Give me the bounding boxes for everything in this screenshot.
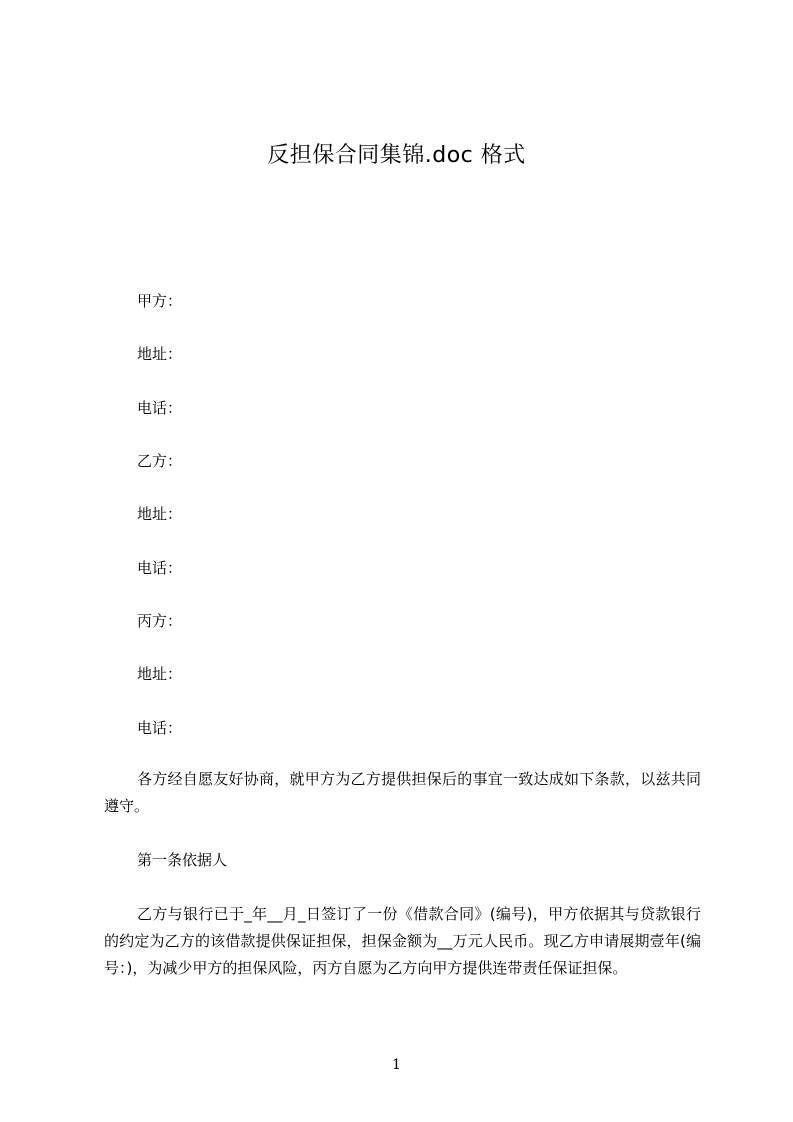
party-a-address-label: 地址： [137, 345, 183, 363]
intro-paragraph: 各方经自愿友好协商，就甲方为乙方提供担保后的事宜一致达成如下条款，以兹共同遵守。 [104, 770, 701, 815]
page-number: 1 [392, 1057, 401, 1073]
party-b-address-label: 地址： [137, 505, 183, 523]
party-c-phone-label: 电话： [137, 719, 183, 737]
document-title: 反担保合同集锦.doc 格式 [267, 143, 526, 168]
article-1-paragraph: 乙方与银行已于_年__月_日签订了一份《借款合同》(编号)，甲方依据其与贷款银行的约定为乙方的该借款提供保证担保，担保金额为__万元人民币。现乙方申请展期壹年(编号：)，为减少甲方的担保风险，丙方自愿为乙方向甲方提供连带责任保证担保。 [104, 905, 701, 977]
party-b-phone-label: 电话： [137, 559, 183, 577]
party-c-label: 丙方： [137, 612, 183, 630]
party-a-label: 甲方： [137, 292, 183, 310]
party-b-label: 乙方： [137, 452, 183, 470]
party-a-phone-label: 电话： [137, 399, 183, 417]
article-1-heading: 第一条依据人 [137, 851, 228, 869]
party-c-address-label: 地址： [137, 665, 183, 683]
